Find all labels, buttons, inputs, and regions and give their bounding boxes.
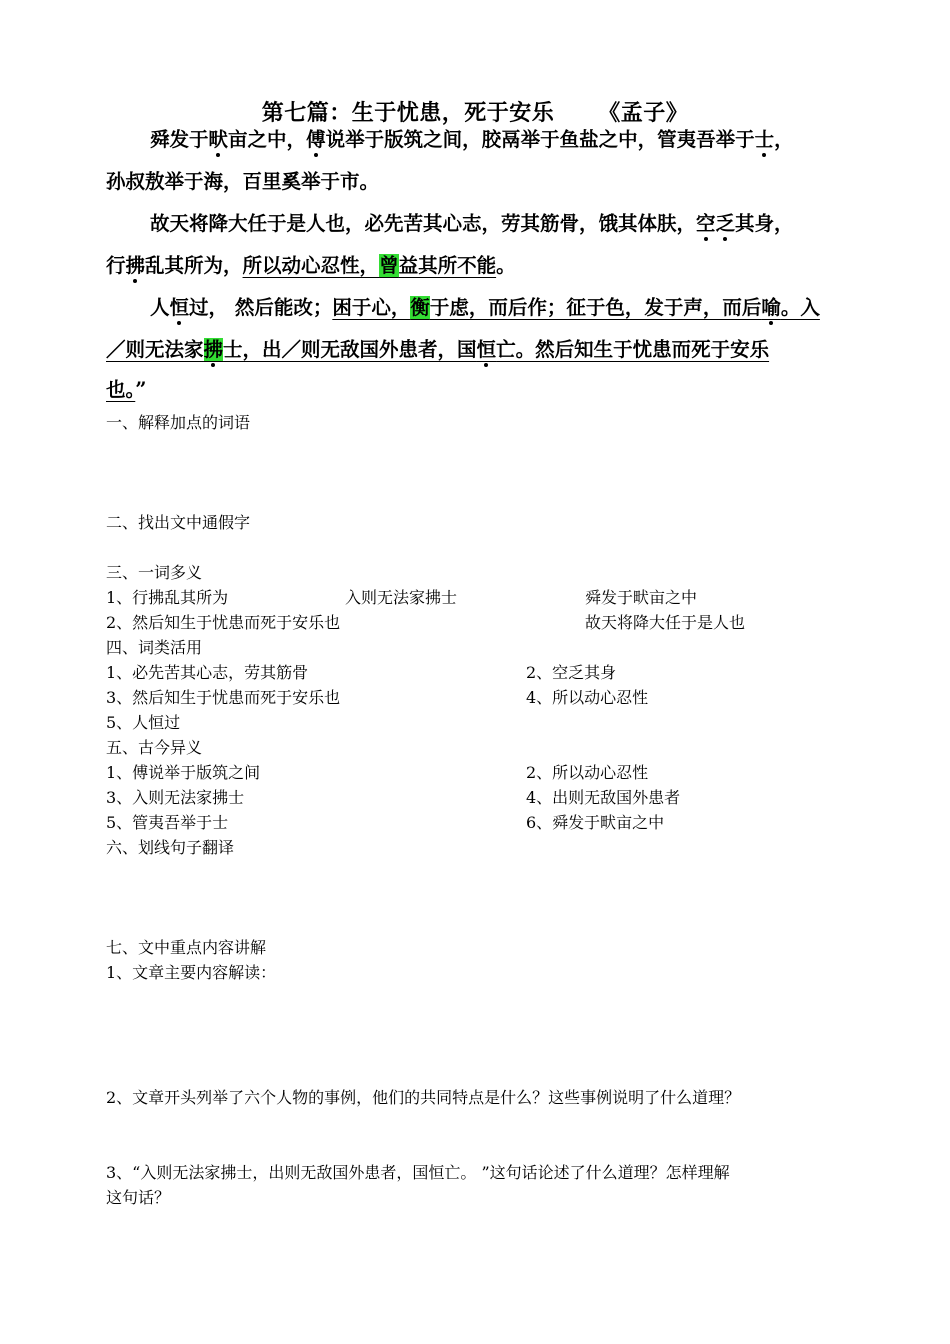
highlighted-char: 拂 <box>203 338 224 361</box>
section-heading-7: 七、文中重点内容讲解 <box>106 938 267 957</box>
list-item: 2、然后知生于忧患而死于安乐也 <box>106 613 341 632</box>
underlined-sentence: 困于心， <box>332 296 411 319</box>
underlined-sentence: 士，出／则无敌国外患者，国 <box>223 338 477 361</box>
list-item: 5、管夷吾举于士 <box>106 813 229 832</box>
list-item: 舜发于畎亩之中 <box>585 588 698 607</box>
list-item: 4、出则无敌国外患者 <box>526 788 681 807</box>
section-heading-1: 一、解释加点的词语 <box>106 413 251 432</box>
list-item: 2、所以动心忍性 <box>526 763 649 782</box>
title-text: 第七篇：生于忧患，死于安乐 <box>261 101 555 126</box>
list-item: 2、文章开头列举了六个人物的事例，他们的共同特点是什么？这些事例说明了什么道理？ <box>106 1088 741 1107</box>
page-title <box>0 96 950 127</box>
list-item: 4、所以动心忍性 <box>526 688 649 707</box>
passage-line-2: 孙叔敖举于海，百里奚举于市。 <box>106 170 380 193</box>
dotted-char: 拂 <box>125 254 146 277</box>
underlined-sentence: 也。 <box>106 378 136 401</box>
underlined-sentence: 益其所不能 <box>398 254 497 277</box>
list-item: 5、人恒过 <box>106 713 181 732</box>
list-item: 1、行拂乱其所为 <box>106 588 229 607</box>
dotted-char: 畎 <box>208 128 229 151</box>
list-item: 6、舜发于畎亩之中 <box>526 813 665 832</box>
section-heading-5: 五、古今异义 <box>106 738 203 757</box>
passage-line-4: 行拂乱其所为，所以动心忍性，曾益其所不能。 <box>106 254 516 277</box>
list-item: 1、文章主要内容解读： <box>106 963 277 982</box>
dotted-char: 乏 <box>715 212 736 235</box>
list-item: 这句话？ <box>106 1188 171 1207</box>
underlined-sentence: ／则无法家 <box>106 338 204 361</box>
highlighted-char: 曾 <box>379 254 399 277</box>
dotted-char: 空 <box>696 212 716 235</box>
underlined-sentence: 所以动心忍性， <box>242 254 380 277</box>
section-heading-6: 六、划线句子翻译 <box>106 838 235 857</box>
passage-line-5: 人恒过， 然后能改；困于心，衡于虑，而后作；征于色，发于声，而后喻。入 <box>150 296 820 319</box>
list-item: 3、“入则无法家拂士，出则无敌国外患者，国恒亡。 ”这句话论述了什么道理？怎样理解 <box>106 1163 730 1182</box>
passage-line-3: 故天将降大任于是人也，必先苦其心志，劳其筋骨，饿其体肤，空乏其身， <box>150 212 794 235</box>
title-source: 《孟子》 <box>598 101 689 126</box>
dotted-char: 士 <box>754 128 775 151</box>
list-item: 3、入则无法家拂士 <box>106 788 245 807</box>
section-heading-3: 三、一词多义 <box>106 563 203 582</box>
section-heading-4: 四、词类活用 <box>106 638 203 657</box>
list-item: 1、必先苦其心志，劳其筋骨 <box>106 663 309 682</box>
list-item: 2、空乏其身 <box>526 663 617 682</box>
underlined-sentence: 亡。然后知生于忧患而死于安乐 <box>496 338 770 361</box>
highlighted-char: 衡 <box>410 296 430 319</box>
dotted-char: 喻 <box>761 296 781 319</box>
list-item: 入则无法家拂士 <box>345 588 458 607</box>
list-item: 3、然后知生于忧患而死于安乐也 <box>106 688 341 707</box>
list-item: 1、傅说举于版筑之间 <box>106 763 261 782</box>
passage-line-7: 也。” <box>106 378 147 401</box>
passage-line-6 <box>106 334 769 362</box>
section-heading-2: 二、找出文中通假字 <box>106 513 251 532</box>
dotted-char: 恒 <box>476 338 497 361</box>
underlined-sentence: 。入 <box>780 296 820 319</box>
dotted-char: 傅 <box>306 128 326 151</box>
underlined-sentence: 于虑，而后作；征于色，发于声，而后 <box>429 296 762 319</box>
dotted-char: 恒 <box>169 296 190 319</box>
passage-line-1: 舜发于畎亩之中，傅说举于版筑之间，胶鬲举于鱼盐之中，管夷吾举于士， <box>150 128 794 151</box>
list-item: 故天将降大任于是人也 <box>585 613 746 632</box>
